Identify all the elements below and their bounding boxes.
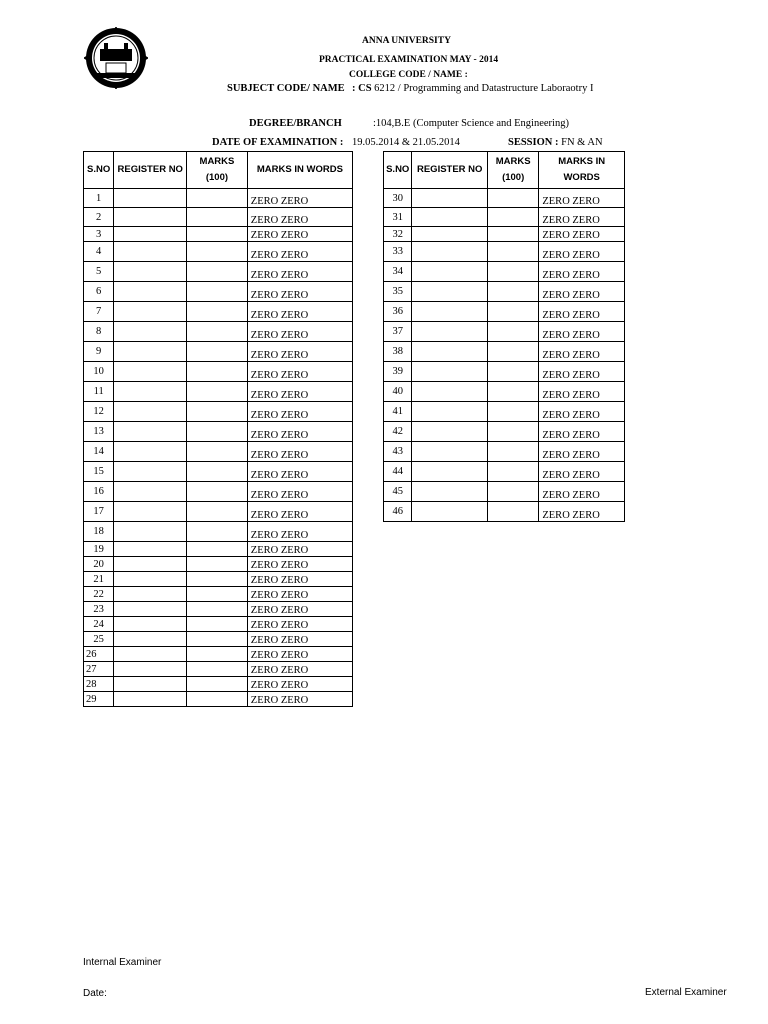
col-marks: MARKS (100) <box>487 152 538 189</box>
table-row <box>84 647 353 662</box>
marks-cell[interactable] <box>187 282 248 302</box>
marks-in-words-cell: ZERO ZERO <box>539 189 625 208</box>
sno-cell: 12 <box>84 402 114 422</box>
table-row <box>384 502 625 522</box>
marks-in-words-cell: ZERO ZERO <box>247 632 352 647</box>
table-row <box>384 402 625 422</box>
table-row <box>84 422 353 442</box>
marks-in-words-cell: ZERO ZERO <box>247 227 352 242</box>
table-row <box>384 322 625 342</box>
sno-cell: 29 <box>84 692 114 707</box>
register-no-cell[interactable] <box>412 302 488 322</box>
sno-cell: 1 <box>84 189 114 208</box>
marks-cell[interactable] <box>187 342 248 362</box>
col-sno: S.NO <box>84 152 114 189</box>
marks-in-words-cell: ZERO ZERO <box>539 342 625 362</box>
marks-cell[interactable] <box>187 502 248 522</box>
marks-in-words-cell: ZERO ZERO <box>539 227 625 242</box>
register-no-cell[interactable] <box>114 502 187 522</box>
sno-cell: 31 <box>384 208 412 227</box>
internal-examiner: Internal Examiner <box>83 957 162 968</box>
table-row <box>84 189 353 208</box>
register-no-cell[interactable] <box>412 282 488 302</box>
table-row <box>84 677 353 692</box>
register-no-cell[interactable] <box>114 587 187 602</box>
table-row <box>84 282 353 302</box>
marks-in-words-cell: ZERO ZERO <box>247 647 352 662</box>
marks-cell[interactable] <box>187 617 248 632</box>
table-row <box>384 462 625 482</box>
marks-cell[interactable] <box>487 227 538 242</box>
table-row <box>84 572 353 587</box>
sno-cell: 41 <box>384 402 412 422</box>
marks-cell[interactable] <box>487 282 538 302</box>
register-no-cell[interactable] <box>114 422 187 442</box>
register-no-cell[interactable] <box>412 189 488 208</box>
register-no-cell[interactable] <box>412 482 488 502</box>
table-row <box>84 482 353 502</box>
marks-cell[interactable] <box>187 662 248 677</box>
register-no-cell[interactable] <box>114 482 187 502</box>
sno-cell: 25 <box>84 632 114 647</box>
sno-cell: 24 <box>84 617 114 632</box>
table-row <box>384 362 625 382</box>
sno-cell: 21 <box>84 572 114 587</box>
sno-cell: 11 <box>84 382 114 402</box>
register-no-cell[interactable] <box>412 402 488 422</box>
marks-cell[interactable] <box>187 557 248 572</box>
marks-cell[interactable] <box>187 208 248 227</box>
date-label: DATE OF EXAMINATION : <box>212 137 344 148</box>
register-no-cell[interactable] <box>114 242 187 262</box>
table-row <box>84 602 353 617</box>
table-row <box>84 617 353 632</box>
sno-cell: 30 <box>384 189 412 208</box>
marks-cell[interactable] <box>187 542 248 557</box>
table-row <box>84 302 353 322</box>
col-register: REGISTER NO <box>412 152 488 189</box>
sno-cell: 17 <box>84 502 114 522</box>
external-examiner: External Examiner <box>645 987 727 998</box>
marks-in-words-cell: ZERO ZERO <box>247 322 352 342</box>
date-value: 19.05.2014 & 21.05.2014 <box>352 137 460 148</box>
marks-in-words-cell: ZERO ZERO <box>247 382 352 402</box>
sno-cell: 33 <box>384 242 412 262</box>
marks-in-words-cell: ZERO ZERO <box>247 522 352 542</box>
sno-cell: 4 <box>84 242 114 262</box>
sno-cell: 42 <box>384 422 412 442</box>
marks-cell[interactable] <box>187 262 248 282</box>
college-label: COLLEGE CODE / NAME : <box>349 70 468 80</box>
table-row <box>84 342 353 362</box>
marks-in-words-cell: ZERO ZERO <box>539 502 625 522</box>
table-row <box>84 322 353 342</box>
table-row <box>84 587 353 602</box>
marks-in-words-cell: ZERO ZERO <box>247 462 352 482</box>
table-row <box>384 482 625 502</box>
register-no-cell[interactable] <box>114 572 187 587</box>
table-row <box>384 422 625 442</box>
table-row <box>384 227 625 242</box>
marks-cell[interactable] <box>187 572 248 587</box>
register-no-cell[interactable] <box>412 208 488 227</box>
marks-cell[interactable] <box>487 242 538 262</box>
table-row <box>384 242 625 262</box>
degree-label: DEGREE/BRANCH <box>249 118 342 129</box>
sno-cell: 28 <box>84 677 114 692</box>
sno-cell: 36 <box>384 302 412 322</box>
marks-in-words-cell: ZERO ZERO <box>247 602 352 617</box>
marks-cell[interactable] <box>487 382 538 402</box>
marks-cell[interactable] <box>487 342 538 362</box>
degree-value: :104,B.E (Computer Science and Engineering) <box>373 118 569 129</box>
table-row <box>84 692 353 707</box>
sno-cell: 19 <box>84 542 114 557</box>
register-no-cell[interactable] <box>412 422 488 442</box>
marks-cell[interactable] <box>187 602 248 617</box>
register-no-cell[interactable] <box>412 262 488 282</box>
register-no-cell[interactable] <box>114 262 187 282</box>
table-row <box>384 342 625 362</box>
marks-in-words-cell: ZERO ZERO <box>247 189 352 208</box>
marks-in-words-cell: ZERO ZERO <box>539 402 625 422</box>
marks-cell[interactable] <box>487 442 538 462</box>
table-row <box>84 462 353 482</box>
marks-in-words-cell: ZERO ZERO <box>539 422 625 442</box>
table-row <box>384 189 625 208</box>
marks-in-words-cell: ZERO ZERO <box>539 302 625 322</box>
col-words: MARKS IN WORDS <box>539 152 625 189</box>
marks-in-words-cell: ZERO ZERO <box>539 242 625 262</box>
register-no-cell[interactable] <box>114 208 187 227</box>
marks-cell[interactable] <box>487 322 538 342</box>
register-no-cell[interactable] <box>114 677 187 692</box>
register-no-cell[interactable] <box>114 692 187 707</box>
register-no-cell[interactable] <box>412 462 488 482</box>
marks-in-words-cell: ZERO ZERO <box>539 442 625 462</box>
sno-cell: 8 <box>84 322 114 342</box>
sno-cell: 14 <box>84 442 114 462</box>
university-seal-icon <box>84 27 148 89</box>
register-no-cell[interactable] <box>412 242 488 262</box>
marks-in-words-cell: ZERO ZERO <box>539 482 625 502</box>
table-row <box>84 242 353 262</box>
session: SESSION : FN & AN <box>508 137 603 148</box>
marks-in-words-cell: ZERO ZERO <box>247 692 352 707</box>
sno-cell: 40 <box>384 382 412 402</box>
sno-cell: 46 <box>384 502 412 522</box>
col-words: MARKS IN WORDS <box>247 152 352 189</box>
register-no-cell[interactable] <box>114 557 187 572</box>
marks-in-words-cell: ZERO ZERO <box>247 542 352 557</box>
register-no-cell[interactable] <box>114 302 187 322</box>
marks-in-words-cell: ZERO ZERO <box>247 208 352 227</box>
register-no-cell[interactable] <box>114 462 187 482</box>
register-no-cell[interactable] <box>114 322 187 342</box>
register-no-cell[interactable] <box>114 647 187 662</box>
marks-cell[interactable] <box>487 302 538 322</box>
marks-cell[interactable] <box>187 647 248 662</box>
marks-in-words-cell: ZERO ZERO <box>539 282 625 302</box>
marks-cell[interactable] <box>187 692 248 707</box>
table-row <box>84 402 353 422</box>
sno-cell: 39 <box>384 362 412 382</box>
register-no-cell[interactable] <box>114 342 187 362</box>
register-no-cell[interactable] <box>114 522 187 542</box>
table-row <box>84 442 353 462</box>
register-no-cell[interactable] <box>114 227 187 242</box>
marks-in-words-cell: ZERO ZERO <box>247 362 352 382</box>
table-row <box>84 557 353 572</box>
sno-cell: 9 <box>84 342 114 362</box>
marks-cell[interactable] <box>187 302 248 322</box>
sno-cell: 45 <box>384 482 412 502</box>
marks-cell[interactable] <box>487 462 538 482</box>
register-no-cell[interactable] <box>412 362 488 382</box>
register-no-cell[interactable] <box>412 502 488 522</box>
marks-cell[interactable] <box>487 189 538 208</box>
register-no-cell[interactable] <box>114 382 187 402</box>
sno-cell: 35 <box>384 282 412 302</box>
register-no-cell[interactable] <box>412 342 488 362</box>
sno-cell: 13 <box>84 422 114 442</box>
marks-cell[interactable] <box>187 677 248 692</box>
marks-cell[interactable] <box>487 502 538 522</box>
table-row <box>84 227 353 242</box>
sno-cell: 32 <box>384 227 412 242</box>
table-row <box>84 632 353 647</box>
marks-in-words-cell: ZERO ZERO <box>247 262 352 282</box>
marks-in-words-cell: ZERO ZERO <box>247 422 352 442</box>
marks-cell[interactable] <box>187 422 248 442</box>
sno-cell: 34 <box>384 262 412 282</box>
register-no-cell[interactable] <box>114 402 187 422</box>
register-no-cell[interactable] <box>114 189 187 208</box>
marks-in-words-cell: ZERO ZERO <box>247 302 352 322</box>
sno-cell: 10 <box>84 362 114 382</box>
marks-cell[interactable] <box>187 482 248 502</box>
sno-cell: 20 <box>84 557 114 572</box>
register-no-cell[interactable] <box>412 227 488 242</box>
register-no-cell[interactable] <box>114 617 187 632</box>
table-row <box>384 302 625 322</box>
marks-cell[interactable] <box>187 402 248 422</box>
marks-cell[interactable] <box>187 522 248 542</box>
marks-cell[interactable] <box>187 322 248 342</box>
marks-cell[interactable] <box>487 262 538 282</box>
marks-in-words-cell: ZERO ZERO <box>247 572 352 587</box>
register-no-cell[interactable] <box>114 542 187 557</box>
register-no-cell[interactable] <box>114 362 187 382</box>
marks-in-words-cell: ZERO ZERO <box>247 482 352 502</box>
marks-cell[interactable] <box>487 422 538 442</box>
table-row <box>384 208 625 227</box>
register-no-cell[interactable] <box>114 442 187 462</box>
table-row <box>84 262 353 282</box>
sno-cell: 23 <box>84 602 114 617</box>
sno-cell: 18 <box>84 522 114 542</box>
register-no-cell[interactable] <box>412 442 488 462</box>
marks-cell[interactable] <box>187 362 248 382</box>
sno-cell: 16 <box>84 482 114 502</box>
register-no-cell[interactable] <box>114 282 187 302</box>
marks-cell[interactable] <box>187 462 248 482</box>
marks-cell[interactable] <box>187 442 248 462</box>
marks-table-right <box>383 151 625 522</box>
marks-in-words-cell: ZERO ZERO <box>539 208 625 227</box>
marks-cell[interactable] <box>487 362 538 382</box>
col-register: REGISTER NO <box>114 152 187 189</box>
marks-cell[interactable] <box>187 189 248 208</box>
marks-in-words-cell: ZERO ZERO <box>247 242 352 262</box>
col-marks: MARKS (100) <box>187 152 248 189</box>
marks-in-words-cell: ZERO ZERO <box>247 342 352 362</box>
marks-in-words-cell: ZERO ZERO <box>247 442 352 462</box>
sno-cell: 15 <box>84 462 114 482</box>
table-row <box>384 282 625 302</box>
marks-in-words-cell: ZERO ZERO <box>247 662 352 677</box>
marks-in-words-cell: ZERO ZERO <box>539 382 625 402</box>
marks-in-words-cell: ZERO ZERO <box>539 362 625 382</box>
table-row <box>84 362 353 382</box>
sno-cell: 27 <box>84 662 114 677</box>
marks-in-words-cell: ZERO ZERO <box>247 677 352 692</box>
university-name: ANNA UNIVERSITY <box>362 36 451 46</box>
marks-cell[interactable] <box>187 587 248 602</box>
sno-cell: 7 <box>84 302 114 322</box>
marks-in-words-cell: ZERO ZERO <box>247 502 352 522</box>
marks-table-left <box>83 151 353 707</box>
sno-cell: 43 <box>384 442 412 462</box>
sno-cell: 37 <box>384 322 412 342</box>
marks-in-words-cell: ZERO ZERO <box>539 322 625 342</box>
subject-value: : CS 6212 / Programming and Datastructure Laboraotry I <box>352 83 594 94</box>
sno-cell: 2 <box>84 208 114 227</box>
register-no-cell[interactable] <box>114 662 187 677</box>
marks-cell[interactable] <box>187 382 248 402</box>
register-no-cell[interactable] <box>114 632 187 647</box>
sno-cell: 3 <box>84 227 114 242</box>
marks-cell[interactable] <box>187 632 248 647</box>
register-no-cell[interactable] <box>114 602 187 617</box>
marks-in-words-cell: ZERO ZERO <box>247 617 352 632</box>
marks-cell[interactable] <box>187 242 248 262</box>
table-row <box>84 522 353 542</box>
marks-cell[interactable] <box>487 208 538 227</box>
sno-cell: 6 <box>84 282 114 302</box>
marks-in-words-cell: ZERO ZERO <box>247 557 352 572</box>
marks-in-words-cell: ZERO ZERO <box>247 282 352 302</box>
marks-in-words-cell: ZERO ZERO <box>247 402 352 422</box>
marks-cell[interactable] <box>187 227 248 242</box>
table-row <box>384 442 625 462</box>
subject-label: SUBJECT CODE/ NAME <box>227 83 345 94</box>
marks-cell[interactable] <box>487 402 538 422</box>
sno-cell: 26 <box>84 647 114 662</box>
marks-in-words-cell: ZERO ZERO <box>539 262 625 282</box>
date-label-footer: Date: <box>83 988 107 999</box>
sno-cell: 5 <box>84 262 114 282</box>
table-row <box>84 208 353 227</box>
marks-cell[interactable] <box>487 482 538 502</box>
table-row <box>84 662 353 677</box>
table-row <box>384 382 625 402</box>
marks-in-words-cell: ZERO ZERO <box>247 587 352 602</box>
sno-cell: 44 <box>384 462 412 482</box>
register-no-cell[interactable] <box>412 322 488 342</box>
sno-cell: 38 <box>384 342 412 362</box>
table-row <box>84 542 353 557</box>
table-row <box>84 502 353 522</box>
register-no-cell[interactable] <box>412 382 488 402</box>
table-row <box>84 382 353 402</box>
sno-cell: 22 <box>84 587 114 602</box>
col-sno: S.NO <box>384 152 412 189</box>
table-row <box>384 262 625 282</box>
exam-title: PRACTICAL EXAMINATION MAY - 2014 <box>319 55 499 65</box>
marks-in-words-cell: ZERO ZERO <box>539 462 625 482</box>
